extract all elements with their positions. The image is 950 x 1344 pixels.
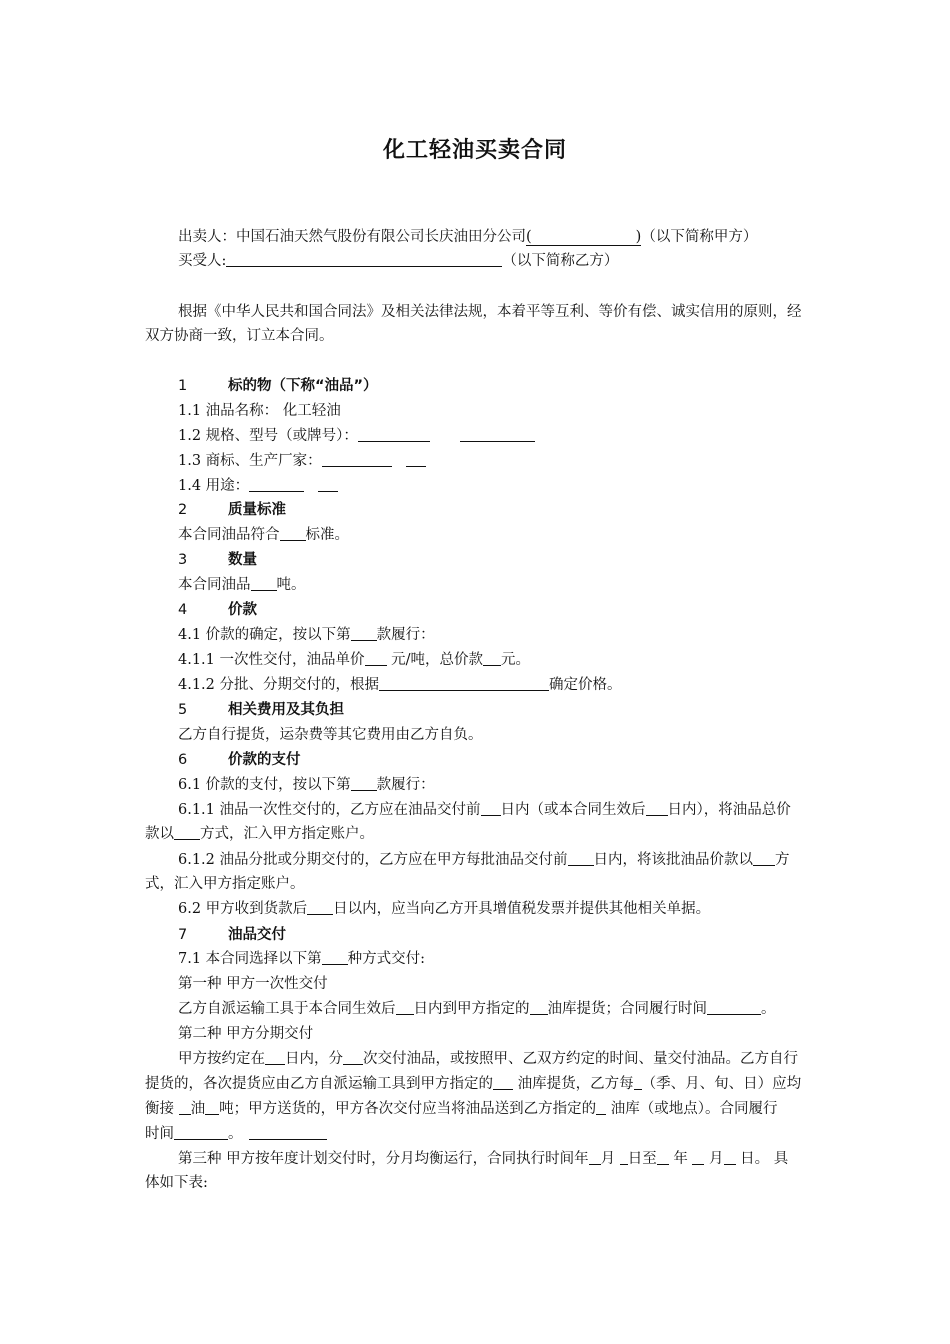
clause-1-3: 1.3 商标、生产厂家： <box>0 451 950 471</box>
section-3-heading: 3 数量 <box>178 552 257 568</box>
method-3-line-2: 体如下表: <box>145 1175 208 1191</box>
method-2-title: 第二种 甲方分期交付 <box>178 1026 314 1042</box>
blank <box>351 625 377 641</box>
document-title: 化工轻油买卖合同 <box>382 138 567 163</box>
blank <box>174 1124 228 1140</box>
buyer-line <box>0 251 950 271</box>
blank <box>589 1149 601 1165</box>
blank <box>634 1074 642 1090</box>
section-number: 1 <box>178 378 188 394</box>
preamble-line-2: 双方协商一致，订立本合同。 <box>145 328 334 344</box>
seller-blank: ( ) <box>526 229 642 245</box>
clause-2: 本合同油品符合 标准。 <box>178 527 349 543</box>
blank <box>249 1124 327 1140</box>
section-2-heading: 2 质量标准 <box>178 502 286 518</box>
seller-name: 中国石油天然气股份有限公司长庆油田分公司 <box>236 229 526 245</box>
blank <box>483 650 501 666</box>
blank <box>460 426 535 442</box>
blank <box>179 1099 191 1115</box>
blank <box>351 775 377 791</box>
blank <box>707 999 761 1015</box>
clause-4-1: 4.1 价款的确定，按以下第 款履行： <box>178 627 435 643</box>
blank <box>205 1099 219 1115</box>
blank <box>481 800 501 816</box>
buyer-label: 买受人: <box>178 253 227 269</box>
blank <box>379 675 549 691</box>
clause-3: 本合同油品 吨。 <box>178 577 306 593</box>
blank <box>322 949 348 965</box>
blank <box>753 850 775 866</box>
buyer-blank <box>226 251 502 267</box>
method-1-title: 第一种 甲方一次性交付 <box>178 976 328 992</box>
blank <box>396 999 414 1015</box>
method-2-line-2: 提货的，各次提货应由乙方自派运输工具到甲方指定的 油库提货，乙方每 （季、月、旬、日）应均 <box>145 1076 802 1092</box>
clause-1-4: 1.4 用途： <box>0 476 950 496</box>
method-2-line-1: 甲方按约定在 日内，分 次交付油品，或按照甲、乙双方约定的时间、量交付油品。乙方自行 <box>178 1051 798 1067</box>
section-5-heading: 5 相关费用及其负担 <box>178 702 344 718</box>
section-title: 标的物（下称“油品”） <box>228 378 378 394</box>
blank <box>596 1099 606 1115</box>
blank <box>365 650 387 666</box>
blank <box>174 824 200 840</box>
blank <box>307 899 333 915</box>
method-1-text: 乙方自派运输工具于本合同生效后 日内到甲方指定的 油库提货；合同履行时间 。 <box>178 1001 776 1017</box>
blank <box>530 999 548 1015</box>
blank <box>406 451 426 467</box>
blank <box>646 800 668 816</box>
seller-note: （以下简称甲方） <box>641 229 758 245</box>
clause-6-1: 6.1 价款的支付，按以下第 款履行： <box>178 777 435 793</box>
blank <box>657 1149 669 1165</box>
section-7-heading: 7 油品交付 <box>178 927 286 943</box>
blank <box>251 575 277 591</box>
blank <box>249 476 304 492</box>
preamble-line-1: 根据《中华人民共和国合同法》及相关法律法规，本着平等互利、等价有偿、诚实信用的原则，经 <box>178 304 802 320</box>
method-2-line-3: 衡接 油 吨；甲方送货的，甲方各次交付应当将油品送到乙方指定的 油库（或地点）。合同履行 <box>145 1101 778 1117</box>
clause-6-1-1: 6.1.1 油品一次性交付的，乙方应在油品交付前 日内（或本合同生效后 日内），将油品总价 <box>178 802 791 818</box>
section-1-heading <box>0 376 950 396</box>
section-6-heading: 6 价款的支付 <box>178 752 301 768</box>
blank <box>493 1074 513 1090</box>
buyer-note: （以下简称乙方） <box>502 253 619 269</box>
section-4-heading: 4 价款 <box>178 602 257 618</box>
blank <box>692 1149 704 1165</box>
clause-6-1-2: 6.1.2 油品分批或分期交付的，乙方应在甲方每批油品交付前 日内，将该批油品价款以 方 <box>178 852 790 868</box>
clause-6-1-2-cont: 式，汇入甲方指定账户。 <box>145 876 305 892</box>
seller-line <box>0 227 950 247</box>
seller-label: 出卖人： <box>178 229 236 245</box>
method-3-line-1: 第三种 甲方按年度计划交付时，分月均衡运行，合同执行时间年 月 日至 年 月 日。 具 <box>178 1151 789 1167</box>
blank <box>358 426 430 442</box>
clause-6-2: 6.2 甲方收到货款后 日以内，应当向乙方开具增值税发票并提供其他相关单据。 <box>178 901 711 917</box>
clause-1-2: 1.2 规格、型号（或牌号）： <box>0 426 950 446</box>
clause-6-1-1-cont: 款以 方式，汇入甲方指定账户。 <box>145 826 374 842</box>
clause-5: 乙方自行提货，运杂费等其它费用由乙方自负。 <box>178 727 483 743</box>
blank <box>724 1149 736 1165</box>
blank <box>322 451 392 467</box>
method-2-line-4: 时间 。 <box>0 1124 950 1144</box>
clause-7-1: 7.1 本合同选择以下第 种方式交付: <box>178 951 426 967</box>
blank <box>620 1149 628 1165</box>
blank <box>318 476 338 492</box>
clause-1-1: 1.1 油品名称： 化工轻油 <box>178 403 341 419</box>
clause-4-1-1: 4.1.1 一次性交付，油品单价 元/吨，总价款 元。 <box>178 652 531 668</box>
blank <box>568 850 594 866</box>
blank <box>265 1049 285 1065</box>
blank <box>280 525 306 541</box>
clause-4-1-2: 4.1.2 分批、分期交付的，根据 确定价格。 <box>178 677 622 693</box>
blank <box>343 1049 363 1065</box>
